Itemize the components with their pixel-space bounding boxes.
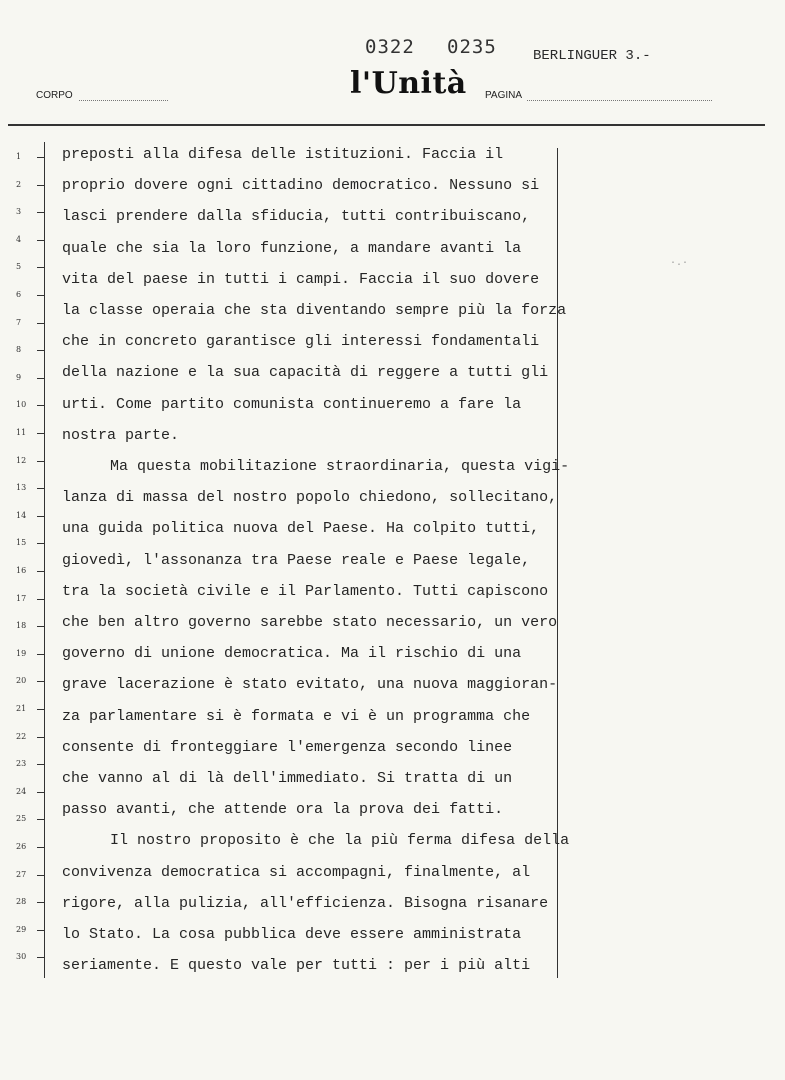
corpo-dotted-line (79, 100, 168, 101)
text-line: lo Stato. La cosa pubblica deve essere amministrata (62, 926, 522, 943)
text-line: rigore, alla pulizia, all'efficienza. Bisogna risanare (62, 894, 549, 912)
line-tick (37, 212, 45, 213)
line-tick (37, 737, 45, 738)
line-number: 28 (16, 897, 27, 907)
line-number: 8 (16, 345, 22, 355)
line-tick (37, 902, 45, 903)
line-tick (37, 516, 45, 517)
text-line: tra la società civile e il Parlamento. Tutti capiscono (62, 582, 549, 600)
line-number: 26 (16, 842, 27, 851)
line-number: 3 (16, 207, 22, 217)
newspaper-masthead: l'Unità (350, 66, 467, 101)
text-line: convivenza democratica si accompagni, finalmente, al (62, 863, 531, 881)
line-number: 27 (16, 869, 27, 879)
paper-speck: ·.· (670, 258, 689, 269)
line-tick (37, 240, 45, 241)
text-line: che vanno al di là dell'immediato. Si tratta di un (62, 770, 513, 787)
line-tick (37, 433, 45, 434)
line-tick (37, 461, 45, 462)
line-tick (37, 930, 45, 931)
line-number: 1 (16, 152, 22, 161)
pagina-dotted-line (527, 100, 712, 101)
text-line: nostra parte. (62, 426, 180, 444)
line-tick (37, 350, 45, 351)
text-line: lanza di massa del nostro popolo chiedono, sollecitano, (62, 489, 558, 507)
text-line: za parlamentare si è formata e vi è un programma che (62, 707, 531, 725)
line-number: 13 (16, 483, 27, 493)
line-tick (37, 599, 45, 600)
right-margin-line (557, 148, 558, 978)
line-tick (37, 543, 45, 544)
text-line: consente di fronteggiare l'emergenza secondo linee (62, 738, 513, 756)
line-number: 24 (16, 786, 27, 796)
line-tick (37, 295, 45, 296)
text-line: governo di unione democratica. Ma il rischio di una (62, 645, 522, 663)
text-line: la classe operaia che sta diventando sempre più la forza (62, 302, 567, 319)
header-rule (8, 124, 765, 126)
text-line: lasci prendere dalla sfiducia, tutti contribuiscano, (62, 208, 531, 226)
line-tick (37, 157, 45, 158)
line-number: 29 (16, 924, 27, 934)
line-tick (37, 957, 45, 958)
line-number: 20 (16, 676, 27, 686)
line-tick (37, 681, 45, 682)
line-number: 2 (16, 179, 22, 189)
line-number: 14 (16, 510, 27, 520)
line-number: 5 (16, 262, 22, 272)
text-line: giovedì, l'assonanza tra Paese reale e Paese legale, (62, 551, 531, 569)
line-tick (37, 488, 45, 489)
text-line: della nazione e la sua capacità di reggere a tutti gli (62, 364, 549, 382)
line-number: 22 (16, 731, 27, 741)
line-tick (37, 819, 45, 820)
line-tick (37, 626, 45, 627)
text-line: vita del paese in tutti i campi. Faccia il suo dovere (62, 270, 540, 288)
text-line: grave lacerazione è stato evitato, una nuova maggioran- (62, 676, 558, 694)
text-line: quale che sia la loro funzione, a mandare avanti la (62, 239, 522, 257)
text-line: urti. Come partito comunista continueremo a fare la (62, 395, 522, 413)
text-line: una guida politica nuova del Paese. Ha colpito tutti, (62, 520, 540, 538)
line-tick (37, 847, 45, 848)
line-tick (37, 323, 45, 324)
corpo-label: CORPO (36, 90, 73, 101)
line-number: 16 (16, 566, 27, 575)
line-number: 4 (16, 234, 22, 244)
line-number: 19 (16, 648, 27, 658)
line-number: 21 (16, 704, 27, 713)
text-line: proprio dovere ogni cittadino democratico. Nessuno si (62, 177, 540, 195)
line-tick (37, 792, 45, 793)
text-line: Ma questa mobilitazione straordinaria, questa vigi- (110, 458, 570, 475)
text-line: che in concreto garantisce gli interessi fondamentali (62, 333, 540, 351)
page-code-left: 0322 (365, 36, 415, 58)
line-number: 10 (16, 400, 27, 410)
line-number: 30 (16, 952, 27, 962)
line-tick (37, 764, 45, 765)
line-tick (37, 267, 45, 268)
text-line: Il nostro proposito è che la più ferma difesa della (110, 832, 570, 850)
line-number: 15 (16, 538, 27, 548)
page-code-right: 0235 (447, 36, 497, 58)
text-line: passo avanti, che attende ora la prova dei fatti. (62, 801, 504, 819)
line-number: 9 (16, 372, 22, 382)
pagina-label: PAGINA (485, 90, 523, 101)
line-number: 25 (16, 814, 27, 824)
line-tick (37, 709, 45, 710)
line-tick (37, 654, 45, 655)
line-number: 12 (16, 455, 27, 465)
text-line: seriamente. E questo vale per tutti : per i più alti (62, 957, 531, 975)
line-number: 18 (16, 621, 27, 631)
line-number: 6 (16, 290, 22, 299)
text-line: preposti alla difesa delle istituzioni. Faccia il (62, 146, 504, 163)
line-tick (37, 405, 45, 406)
article-slug: BERLINGUER 3.- (533, 48, 651, 64)
line-tick (37, 185, 45, 186)
line-number: 7 (16, 317, 22, 327)
line-tick (37, 875, 45, 876)
line-tick (37, 571, 45, 572)
line-number: 23 (16, 759, 27, 769)
line-number: 11 (16, 428, 27, 437)
text-line: che ben altro governo sarebbe stato necessario, un vero (62, 614, 558, 631)
line-tick (37, 378, 45, 379)
line-number: 17 (16, 593, 27, 603)
